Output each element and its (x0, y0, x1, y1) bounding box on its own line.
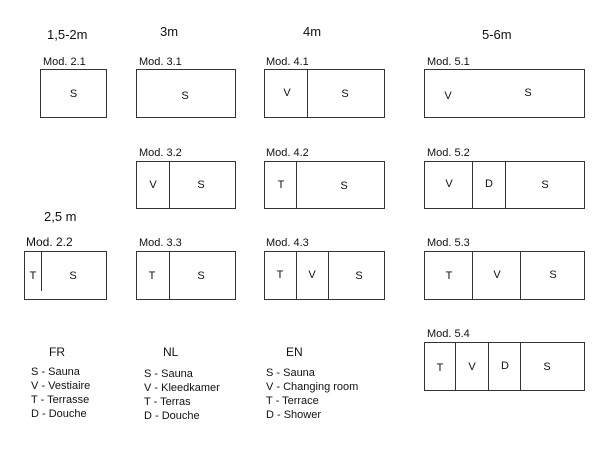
room-divider (169, 252, 170, 299)
legend-title: EN (286, 345, 303, 359)
room-divider (505, 162, 506, 208)
legend-line: V - Vestiaire (31, 380, 91, 392)
room-sauna: S (197, 270, 205, 282)
room-terrace: T (277, 179, 285, 191)
module-4-3 (264, 251, 385, 300)
room-sauna: S (541, 179, 549, 191)
room-terrace: T (276, 269, 284, 281)
legend-line: V - Changing room (266, 381, 359, 393)
module-label-3-1: Mod. 3.1 (139, 56, 182, 68)
room-changing: V (445, 178, 453, 190)
room-divider (169, 162, 170, 208)
legend-title: NL (163, 345, 179, 359)
header-2-5m: 2,5 m (44, 209, 77, 224)
module-label-3-2: Mod. 3.2 (139, 147, 182, 159)
room-terrace: T (445, 270, 453, 282)
room-changing: V (444, 90, 452, 102)
room-changing: V (149, 179, 157, 191)
module-3-1 (136, 69, 236, 118)
room-changing: V (308, 269, 316, 281)
room-divider (455, 343, 456, 390)
module-label-5-3: Mod. 5.3 (427, 237, 470, 249)
module-label-5-2: Mod. 5.2 (427, 147, 470, 159)
module-2-2 (24, 251, 107, 300)
module-4-1 (264, 69, 385, 118)
room-sauna: S (524, 87, 532, 99)
legend-title: FR (49, 345, 65, 359)
module-label-5-1: Mod. 5.1 (427, 56, 470, 68)
room-divider (472, 162, 473, 208)
room-sauna: S (549, 269, 557, 281)
module-label-2-1: Mod. 2.1 (43, 56, 86, 68)
module-2-1 (40, 69, 107, 118)
room-divider (488, 343, 489, 390)
room-sauna: S (69, 87, 78, 100)
module-label-5-4: Mod. 5.4 (427, 328, 470, 340)
room-shower: D (485, 178, 493, 190)
legend-line: S - Sauna (144, 368, 193, 380)
room-divider (328, 252, 329, 299)
module-label-4-2: Mod. 4.2 (266, 147, 309, 159)
room-sauna: S (341, 88, 349, 100)
module-5-1 (424, 69, 585, 118)
header-5-6m: 5-6m (482, 27, 512, 42)
room-divider (520, 343, 521, 390)
module-4-2 (264, 161, 385, 209)
room-sauna: S (197, 179, 205, 191)
module-label-4-3: Mod. 4.3 (266, 237, 309, 249)
room-shower: D (501, 360, 509, 372)
room-changing: V (468, 361, 476, 373)
legend-line: T - Terrasse (31, 394, 90, 406)
legend-line: D - Shower (266, 409, 322, 421)
room-divider (520, 252, 521, 299)
legend-line: V - Kleedkamer (144, 382, 220, 394)
legend-line: D - Douche (31, 408, 87, 420)
room-terrace: T (29, 270, 37, 282)
room-divider (307, 70, 308, 117)
module-label-3-3: Mod. 3.3 (139, 237, 182, 249)
room-sauna: S (355, 270, 363, 282)
room-sauna: S (340, 180, 348, 192)
room-divider (41, 252, 42, 291)
room-divider (296, 162, 297, 208)
module-3-3 (136, 251, 236, 300)
room-divider (296, 252, 297, 299)
module-3-2 (136, 161, 236, 209)
legend-line: D - Douche (144, 410, 200, 422)
legend-line: T - Terrace (266, 395, 319, 407)
room-terrace: T (436, 362, 444, 374)
room-sauna: S (181, 90, 189, 102)
header-1-5-2m: 1,5-2m (47, 27, 88, 42)
module-5-4 (424, 342, 585, 391)
header-3m: 3m (160, 24, 179, 39)
room-divider (472, 252, 473, 299)
room-sauna: S (543, 361, 551, 373)
legend-line: T - Terras (144, 396, 191, 408)
header-4m: 4m (303, 24, 322, 39)
room-changing: V (283, 87, 291, 99)
module-label-2-2: Mod. 2.2 (26, 235, 73, 249)
door-marker (41, 70, 42, 117)
legend-line: S - Sauna (31, 366, 80, 378)
legend-line: S - Sauna (266, 367, 315, 379)
module-label-4-1: Mod. 4.1 (266, 56, 309, 68)
room-terrace: T (148, 270, 156, 282)
room-changing: V (493, 269, 501, 281)
module-5-2 (424, 161, 585, 209)
module-5-3 (424, 251, 585, 300)
room-sauna: S (69, 270, 77, 282)
